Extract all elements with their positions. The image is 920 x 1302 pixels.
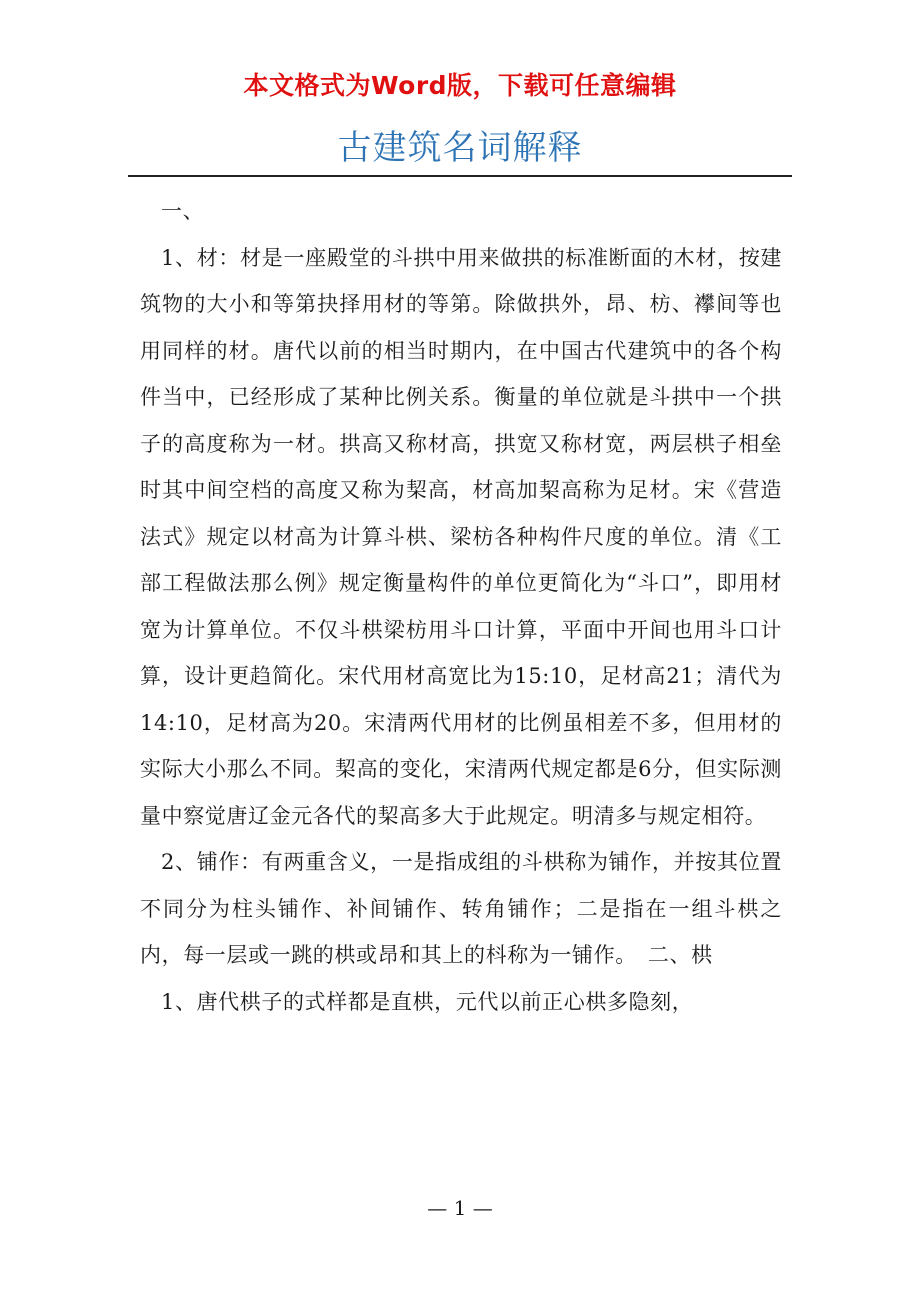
paragraph-gong: 1、唐代栱子的式样都是直栱，元代以前正心栱多隐刻，	[161, 989, 694, 1014]
title-divider	[128, 175, 792, 177]
format-notice-banner: 本文格式为Word版，下载可任意编辑	[243, 71, 677, 100]
document-title: 古建筑名词解释	[337, 128, 583, 168]
section-heading: 一、	[161, 199, 205, 223]
document-body	[140, 188, 782, 1025]
page-number: — 1 —	[427, 1196, 493, 1220]
paragraph-cai: 1、材：材是一座殿堂的斗拱中用来做拱的标准断面的木材，按建筑物的大小和等第抉择用材的等第。除做拱外，昂、枋、襻间等也用同样的材。唐代以前的相当时期内，在中国古代建筑中的各个构件当中，已经形成了某种比例关系。衡量的单位就是斗拱中一个拱子的高度称为一材。拱高又称材高，拱宽又称材宽，两层栱子相垒时其中间空档的高度又称为栔高，材高加栔高称为足材。宋《营造法式》规定以材高为计算斗栱、梁枋各种构件尺度的单位。清《工部工程做法那么例》规定衡量构件的单位更简化为“斗口”，即用材宽为计算单位。不仅斗栱梁枋用斗口计算，平面中开间也用斗口计算，设计更趋简化。宋代用材高宽比为15:10，足材高21；清代为14:10，足材高为20。宋清两代用材的比例虽相差不多，但用材的实际大小那么不同。栔高的变化，宋清两代规定都是6分，但实际测量中察觉唐辽金元各代的栔高多大于此规定。明清多与规定相符。	[140, 245, 782, 828]
paragraph-puzuo: 2、铺作：有两重含义，一是指成组的斗栱称为铺作，并按其位置不同分为柱头铺作、补间铺作、转角铺作；二是指在一组斗栱之内，每一层或一跳的栱或昂和其上的枓称为一铺作。 二、栱	[140, 850, 782, 967]
